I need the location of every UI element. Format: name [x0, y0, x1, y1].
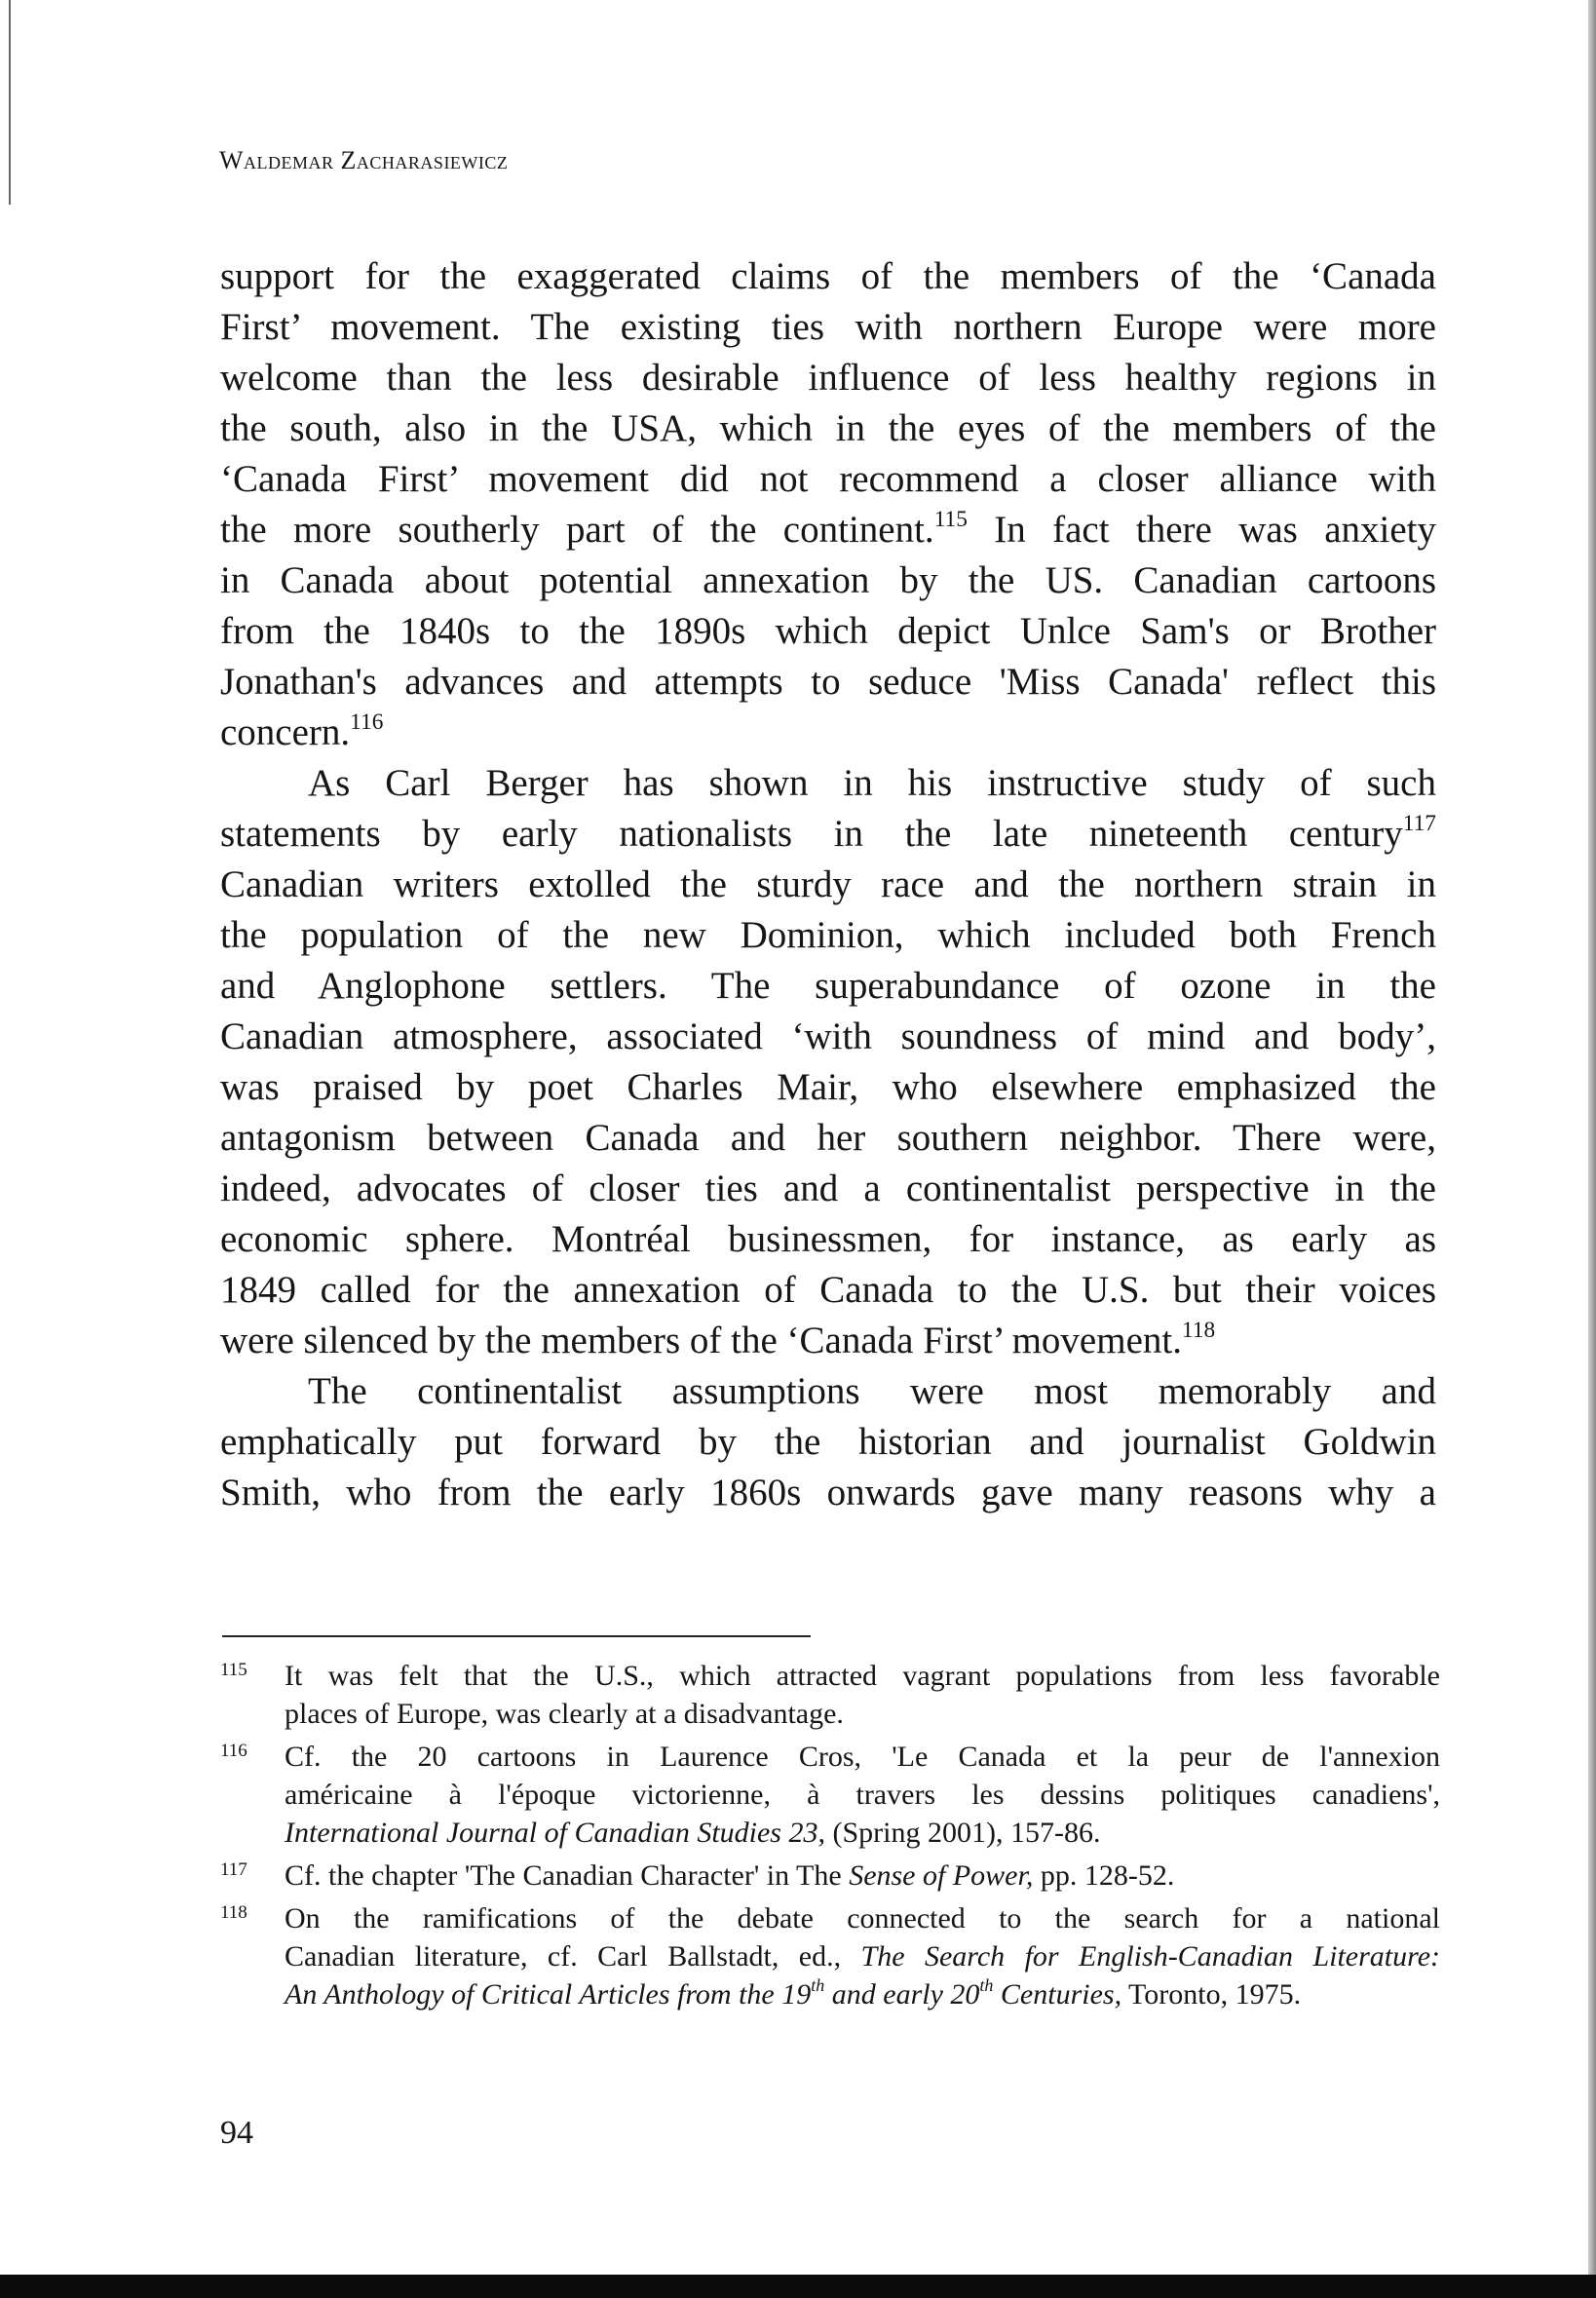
footnote-ref-115[interactable]: 115	[933, 506, 968, 532]
text-line: The continentalist assumptions were most memorably and	[308, 1370, 1436, 1412]
text-segment: (Spring 2001), 157-86.	[825, 1817, 1101, 1849]
text-line: the population of the new Dominion, which included both French	[220, 914, 1436, 956]
text-line: Smith, who from the early 1860s onwards gave many reasons why a	[220, 1472, 1436, 1513]
footnote-line: places of Europe, was clearly at a disadvantage.	[285, 1698, 844, 1730]
superscript-th: th	[979, 1975, 994, 1996]
text-line: economic sphere. Montréal businessmen, for instance, as early as	[220, 1218, 1436, 1260]
book-title: Sense of Power,	[849, 1859, 1034, 1892]
superscript-th: th	[811, 1975, 825, 1996]
text-line: antagonism between Canada and her southern neighbor. There were,	[220, 1117, 1436, 1159]
text-line: indeed, advocates of closer ties and a continentalist perspective in the	[220, 1168, 1436, 1209]
text-segment: In fact there was anxiety	[967, 509, 1436, 551]
text-segment: concern.	[220, 711, 351, 753]
footnote-line	[285, 1975, 1440, 2013]
text-line: the south, also in the USA, which in the eyes of the members of the	[220, 407, 1436, 449]
footnote-ref-116[interactable]: 116	[350, 709, 384, 735]
footnotes	[220, 1657, 1440, 2018]
text-segment: the more southerly part of the continent.	[220, 509, 934, 551]
text-line: welcome than the less desirable influence of less healthy regions in	[220, 357, 1436, 399]
text-segment: and early 20	[824, 1978, 980, 2011]
footnote-line	[285, 1937, 1440, 1975]
text-line: from the 1840s to the 1890s which depict Unlce Sam's or Brother	[220, 610, 1436, 652]
footnote-number: 115	[220, 1660, 247, 1680]
body-text	[220, 251, 1436, 1518]
text-line: ‘Canada First’ movement did not recommend a closer alliance with	[220, 458, 1436, 500]
text-line: First’ movement. The existing ties with northern Europe were more	[220, 306, 1436, 348]
footnote-118	[220, 1899, 1440, 2013]
footnote-line	[285, 1857, 1440, 1895]
text-segment: Canadian literature, cf. Carl Ballstadt, ed.,	[285, 1940, 861, 1972]
footnote-line: américaine à l'époque victorienne, à travers les dessins politiques canadiens',	[285, 1779, 1440, 1811]
footnote-117	[220, 1857, 1440, 1895]
text-line	[220, 1316, 1436, 1366]
book-title: The Search for English-Canadian Literature:	[860, 1940, 1441, 1972]
text-segment: Cf. the chapter 'The Canadian Character' in The	[285, 1859, 850, 1892]
text-line	[220, 809, 1436, 860]
text-line: in Canada about potential annexation by the US. Canadian cartoons	[220, 559, 1436, 601]
footnote-115	[220, 1657, 1440, 1733]
footnote-line	[285, 1814, 1440, 1852]
text-segment: pp. 128-52.	[1033, 1859, 1175, 1892]
text-line: Canadian atmosphere, associated ‘with soundness of mind and body’,	[220, 1015, 1436, 1057]
text-segment: An Anthology of Critical Articles from the 19	[285, 1978, 812, 2011]
running-head: Waldemar Zacharasiewicz	[219, 146, 509, 174]
text-line	[220, 708, 1436, 758]
footnote-number: 118	[220, 1902, 247, 1923]
text-line: support for the exaggerated claims of the members of the ‘Canada	[220, 255, 1436, 297]
text-line: Jonathan's advances and attempts to seduce 'Miss Canada' reflect this	[220, 661, 1436, 703]
footnote-line: Cf. the 20 cartoons in Laurence Cros, 'Le Canada et la peur de l'annexion	[285, 1741, 1440, 1773]
text-line: emphatically put forward by the historian and journalist Goldwin	[220, 1421, 1436, 1463]
footnote-116	[220, 1738, 1440, 1852]
text-line: 1849 called for the annexation of Canada to the U.S. but their voices	[220, 1269, 1436, 1311]
text-segment: Toronto, 1975.	[1121, 1978, 1302, 2011]
text-segment: were silenced by the members of the ‘Canada First’ movement.	[220, 1320, 1182, 1361]
text-line: As Carl Berger has shown in his instructive study of such	[308, 762, 1436, 804]
scan-edge-mark	[9, 0, 11, 205]
footnote-line: It was felt that the U.S., which attracted vagrant populations from less favorable	[285, 1660, 1440, 1692]
page-number: 94	[220, 2115, 253, 2151]
book-title	[285, 1975, 1122, 2011]
footnote-number: 116	[220, 1741, 247, 1761]
scan-bottom-band	[0, 2275, 1596, 2298]
text-line	[220, 505, 1436, 555]
text-line: was praised by poet Charles Mair, who elsewhere emphasized the	[220, 1066, 1436, 1108]
scan-right-edge	[1588, 0, 1596, 2298]
journal-title: International Journal of Canadian Studies 23,	[285, 1817, 825, 1849]
footnote-ref-118[interactable]: 118	[1181, 1317, 1216, 1343]
footnote-number: 117	[220, 1859, 247, 1880]
text-segment: Centuries,	[993, 1978, 1122, 2011]
footnote-ref-117[interactable]: 117	[1402, 810, 1436, 836]
footnote-separator	[222, 1635, 811, 1637]
text-segment: statements by early nationalists in the late nineteenth century	[220, 813, 1403, 855]
text-line: Canadian writers extolled the sturdy race and the northern strain in	[220, 863, 1436, 905]
footnote-line: On the ramifications of the debate connected to the search for a national	[285, 1902, 1440, 1934]
text-line: and Anglophone settlers. The superabundance of ozone in the	[220, 965, 1436, 1007]
